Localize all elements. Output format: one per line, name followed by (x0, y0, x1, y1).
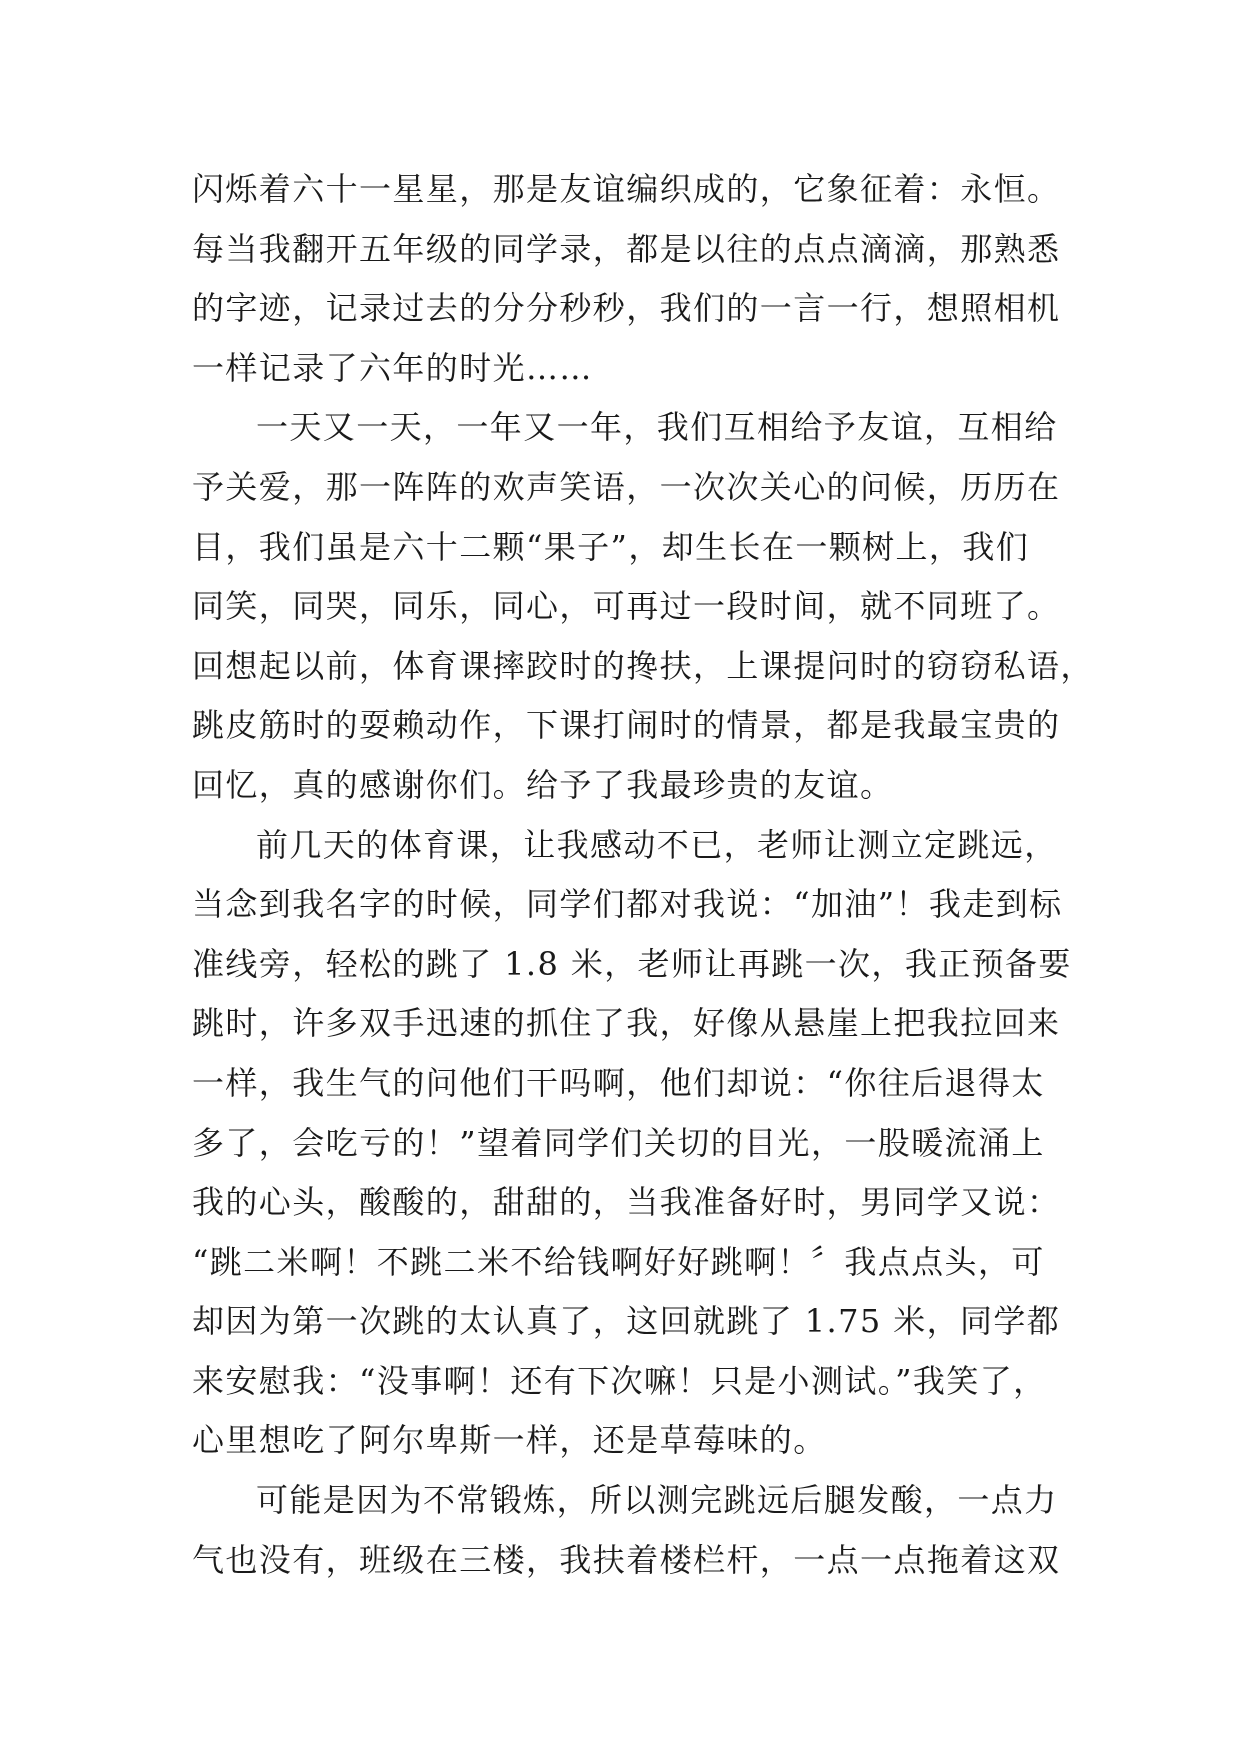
text-line: 多了，会吃亏的！”望着同学们关切的目光，一股暖流涌上 (192, 1123, 1045, 1162)
text-line: “跳二米啊！不跳二米不给钱啊好好跳啊！〞我点点头，可 (192, 1242, 1045, 1281)
text-line: 来安慰我：“没事啊！还有下次嘛！只是小测试。”我笑了， (192, 1361, 1047, 1400)
text-line: 我的心头，酸酸的，甜甜的，当我准备好时，男同学又说： (192, 1183, 1061, 1222)
paragraph-first-line: 一天又一天，一年又一年，我们互相给予友谊，互相给 (256, 408, 1058, 447)
text-line: 回想起以前，体育课摔跤时的搀扶，上课提问时的窃窃私语， (192, 646, 1094, 685)
text-line: 当念到我名字的时候，同学们都对我说：“加油”！我走到标 (192, 885, 1063, 924)
body-text (192, 160, 1094, 1590)
text-line: 目，我们虽是六十二颗“果子”，却生长在一颗树上，我们 (192, 527, 1030, 566)
text-line: 回忆，真的感谢你们。给予了我最珍贵的友谊。 (192, 765, 894, 804)
text-line: 跳皮筋时的耍赖动作，下课打闹时的情景，都是我最宝贵的 (192, 706, 1061, 745)
text-line: 跳时，许多双手迅速的抓住了我，好像从悬崖上把我拉回来 (192, 1004, 1061, 1043)
text-line: 的字迹，记录过去的分分秒秒，我们的一言一行，想照相机 (192, 289, 1061, 328)
text-line: 一样，我生气的问他们干吗啊，他们却说：“你往后退得太 (192, 1063, 1045, 1102)
text-line: 闪烁着六十一星星，那是友谊编织成的，它象征着：永恒。 (192, 170, 1061, 208)
text-line: 同笑，同哭，同乐，同心，可再过一段时间，就不同班了。 (192, 587, 1061, 626)
text-line: 气也没有，班级在三楼，我扶着楼栏杆，一点一点拖着这双 (192, 1540, 1061, 1579)
paragraph-first-line: 可能是因为不常锻炼，所以测完跳远后腿发酸，一点力 (256, 1481, 1058, 1520)
text-line: 每当我翻开五年级的同学录，都是以往的点点滴滴，那熟悉 (192, 229, 1061, 268)
text-line: 予关爱，那一阵阵的欢声笑语，一次次关心的问候，历历在 (192, 467, 1061, 506)
text-line: 一样记录了六年的时光…… (192, 348, 593, 387)
text-line: 心里想吃了阿尔卑斯一样，还是草莓味的。 (192, 1421, 827, 1460)
text-line: 却因为第一次跳的太认真了，这回就跳了 1.75 米，同学都 (192, 1302, 1061, 1341)
text-line: 准线旁，轻松的跳了 1.8 米，老师让再跳一次，我正预备要 (192, 944, 1072, 983)
paragraph-first-line: 前几天的体育课，让我感动不已，老师让测立定跳远， (256, 825, 1058, 864)
